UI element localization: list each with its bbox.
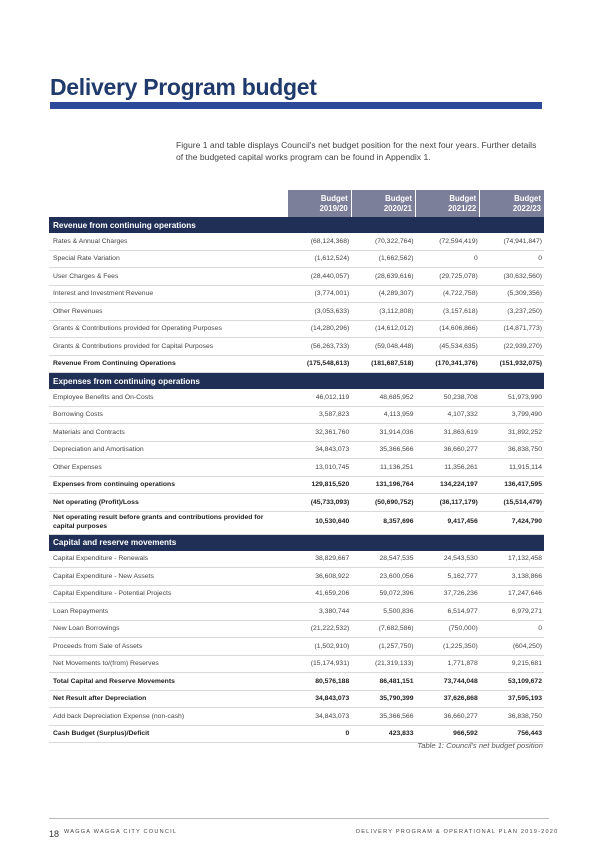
table-row xyxy=(49,285,544,303)
row-value-cell: 6,979,271 xyxy=(480,603,544,621)
row-value-cell: (14,871,773) xyxy=(480,320,544,338)
row-label: Net Movements to/(from) Reserves xyxy=(49,655,287,673)
row-value-cell: (14,280,296) xyxy=(287,320,351,338)
table-row xyxy=(49,655,544,673)
row-value-cell: (1,502,910) xyxy=(287,638,351,656)
row-value-cell: 136,417,595 xyxy=(480,476,544,494)
row-value-cell: 32,361,760 xyxy=(287,424,351,442)
footer-organisation: WAGGA WAGGA CITY COUNCIL xyxy=(64,829,178,835)
table-row xyxy=(49,406,544,424)
row-value-cell: (14,612,012) xyxy=(351,320,415,338)
row-label: Capital Expenditure - New Assets xyxy=(49,568,287,586)
row-value-cell: 9,215,681 xyxy=(480,655,544,673)
row-value-cell: 3,138,866 xyxy=(480,568,544,586)
table-row xyxy=(49,441,544,459)
row-value-cell: (170,341,376) xyxy=(416,355,480,373)
row-value-cell: (3,053,633) xyxy=(287,303,351,321)
table-row xyxy=(49,233,544,250)
row-value-cell: 5,162,777 xyxy=(416,568,480,586)
row-value-cell: 36,608,922 xyxy=(287,568,351,586)
row-label: Other Revenues xyxy=(49,303,287,321)
row-value-cell: 34,843,073 xyxy=(287,441,351,459)
row-label: Interest and Investment Revenue xyxy=(49,285,287,303)
row-value-cell: 756,443 xyxy=(480,725,544,743)
section-header-row xyxy=(49,373,544,390)
total-row xyxy=(49,690,544,708)
row-value-cell: 11,356,261 xyxy=(416,459,480,477)
section-header-row xyxy=(49,534,544,551)
row-value-cell: (3,774,001) xyxy=(287,285,351,303)
row-label: Net operating result before grants and contributions provided for capital purposes xyxy=(49,511,287,534)
row-value-cell: 3,380,744 xyxy=(287,603,351,621)
total-row xyxy=(49,476,544,494)
row-value-cell: 37,626,868 xyxy=(416,690,480,708)
row-label: New Loan Borrowings xyxy=(49,620,287,638)
table-row xyxy=(49,603,544,621)
row-value-cell: 31,863,619 xyxy=(416,424,480,442)
row-value-cell: 423,833 xyxy=(351,725,415,743)
row-value-cell: (50,690,752) xyxy=(351,494,415,512)
table-row xyxy=(49,620,544,638)
row-value-cell: 129,815,520 xyxy=(287,476,351,494)
row-label: Other Expenses xyxy=(49,459,287,477)
table-body xyxy=(49,217,544,743)
row-value-cell: (750,000) xyxy=(416,620,480,638)
total-row xyxy=(49,725,544,743)
row-label: Capital Expenditure - Potential Projects xyxy=(49,585,287,603)
row-value-cell: (1,225,350) xyxy=(416,638,480,656)
table-row xyxy=(49,568,544,586)
page-title: Delivery Program budget xyxy=(50,74,317,100)
row-value-cell: (59,048,448) xyxy=(351,338,415,356)
table-row xyxy=(49,638,544,656)
row-value-cell: 3,799,490 xyxy=(480,406,544,424)
row-value-cell: 36,838,750 xyxy=(480,441,544,459)
row-value-cell: (151,932,075) xyxy=(480,355,544,373)
row-value-cell: (1,612,524) xyxy=(287,250,351,268)
row-value-cell: 13,010,745 xyxy=(287,459,351,477)
row-value-cell: (181,687,518) xyxy=(351,355,415,373)
row-value-cell: (15,514,479) xyxy=(480,494,544,512)
row-value-cell: 11,136,251 xyxy=(351,459,415,477)
row-value-cell: 37,595,193 xyxy=(480,690,544,708)
row-label: Employee Benefits and On-Costs xyxy=(49,389,287,406)
total-row xyxy=(49,494,544,512)
row-label: Depreciation and Amortisation xyxy=(49,441,287,459)
row-value-cell: 41,659,206 xyxy=(287,585,351,603)
row-value-cell: 35,366,566 xyxy=(351,708,415,726)
section-header-row xyxy=(49,217,544,233)
footer-document-title: DELIVERY PROGRAM & OPERATIONAL PLAN 2019-2020 xyxy=(356,829,559,835)
row-value-cell: 6,514,977 xyxy=(416,603,480,621)
row-value-cell: 31,914,036 xyxy=(351,424,415,442)
page-number: 18 xyxy=(49,829,60,839)
row-value-cell: 966,592 xyxy=(416,725,480,743)
row-value-cell: (175,548,613) xyxy=(287,355,351,373)
row-value-cell: 86,481,151 xyxy=(351,673,415,691)
header-budget-2021-22: Budget 2021/22 xyxy=(416,190,480,217)
row-value-cell: (7,682,586) xyxy=(351,620,415,638)
row-value-cell: (3,157,618) xyxy=(416,303,480,321)
row-value-cell: 80,576,188 xyxy=(287,673,351,691)
row-value-cell: (14,606,866) xyxy=(416,320,480,338)
row-value-cell: (604,250) xyxy=(480,638,544,656)
row-value-cell: 59,072,396 xyxy=(351,585,415,603)
row-value-cell: 46,012,119 xyxy=(287,389,351,406)
row-value-cell: 24,543,530 xyxy=(416,551,480,568)
section-title: Capital and reserve movements xyxy=(49,534,544,551)
row-value-cell: 35,790,399 xyxy=(351,690,415,708)
row-value-cell: 9,417,456 xyxy=(416,511,480,534)
table-row xyxy=(49,250,544,268)
table-row xyxy=(49,320,544,338)
row-value-cell: 51,973,990 xyxy=(480,389,544,406)
row-value-cell: (28,639,616) xyxy=(351,268,415,286)
table-row xyxy=(49,303,544,321)
row-label: User Charges & Fees xyxy=(49,268,287,286)
table-header-row xyxy=(49,190,544,217)
row-value-cell: 48,685,952 xyxy=(351,389,415,406)
row-value-cell: 50,238,708 xyxy=(416,389,480,406)
row-value-cell: 11,915,114 xyxy=(480,459,544,477)
intro-paragraph: Figure 1 and table displays Council's net budget position for the next four years. Further details of the budgeted capital works program can be found in Appendix 1. xyxy=(176,140,537,162)
table-row xyxy=(49,268,544,286)
total-row xyxy=(49,673,544,691)
row-label: Materials and Contracts xyxy=(49,424,287,442)
row-value-cell: 17,247,646 xyxy=(480,585,544,603)
row-value-cell: (3,237,250) xyxy=(480,303,544,321)
row-value-cell: 34,843,073 xyxy=(287,690,351,708)
row-value-cell: 3,587,823 xyxy=(287,406,351,424)
header-budget-2022-23: Budget 2022/23 xyxy=(480,190,544,217)
row-value-cell: 73,744,048 xyxy=(416,673,480,691)
row-label: Rates & Annual Charges xyxy=(49,233,287,250)
row-value-cell: 134,224,197 xyxy=(416,476,480,494)
row-value-cell: 5,500,836 xyxy=(351,603,415,621)
row-label: Revenue From Continuing Operations xyxy=(49,355,287,373)
row-value-cell: (74,941,847) xyxy=(480,233,544,250)
table-row xyxy=(49,459,544,477)
title-underline-bar xyxy=(50,102,542,109)
row-label: Grants & Contributions provided for Capital Purposes xyxy=(49,338,287,356)
row-label: Cash Budget (Surplus)/Deficit xyxy=(49,725,287,743)
row-value-cell: 0 xyxy=(480,250,544,268)
row-label: Proceeds from Sale of Assets xyxy=(49,638,287,656)
row-value-cell: 0 xyxy=(480,620,544,638)
row-label: Total Capital and Reserve Movements xyxy=(49,673,287,691)
total-row xyxy=(49,355,544,373)
table-row xyxy=(49,338,544,356)
row-value-cell: 31,892,252 xyxy=(480,424,544,442)
row-value-cell: (22,939,270) xyxy=(480,338,544,356)
row-value-cell: 35,366,566 xyxy=(351,441,415,459)
row-label: Borrowing Costs xyxy=(49,406,287,424)
row-value-cell: (70,322,764) xyxy=(351,233,415,250)
row-value-cell: 10,530,640 xyxy=(287,511,351,534)
row-value-cell: 28,547,535 xyxy=(351,551,415,568)
row-value-cell: 36,838,750 xyxy=(480,708,544,726)
row-value-cell: (21,222,532) xyxy=(287,620,351,638)
table-row xyxy=(49,389,544,406)
row-value-cell: (29,725,078) xyxy=(416,268,480,286)
row-label: Net Result after Depreciation xyxy=(49,690,287,708)
table-row xyxy=(49,424,544,442)
row-value-cell: 4,113,959 xyxy=(351,406,415,424)
row-value-cell: 36,660,277 xyxy=(416,708,480,726)
row-value-cell: 53,109,672 xyxy=(480,673,544,691)
header-budget-2020-21: Budget 2020/21 xyxy=(351,190,415,217)
row-value-cell: 131,196,764 xyxy=(351,476,415,494)
row-value-cell: (45,733,093) xyxy=(287,494,351,512)
row-value-cell: 8,357,696 xyxy=(351,511,415,534)
row-value-cell: (15,174,931) xyxy=(287,655,351,673)
row-value-cell: 23,600,056 xyxy=(351,568,415,586)
row-value-cell: (68,124,368) xyxy=(287,233,351,250)
section-title: Expenses from continuing operations xyxy=(49,373,544,390)
row-label: Add back Depreciation Expense (non-cash) xyxy=(49,708,287,726)
table-row xyxy=(49,551,544,568)
row-value-cell: (21,319,133) xyxy=(351,655,415,673)
row-value-cell: (36,117,179) xyxy=(416,494,480,512)
budget-table xyxy=(49,190,544,743)
table-row xyxy=(49,585,544,603)
header-blank-cell xyxy=(49,190,287,217)
row-value-cell: 17,132,458 xyxy=(480,551,544,568)
footer-divider xyxy=(49,818,549,819)
row-label: Net operating (Profit)/Loss xyxy=(49,494,287,512)
row-value-cell: (56,263,733) xyxy=(287,338,351,356)
row-value-cell: (30,632,560) xyxy=(480,268,544,286)
row-value-cell: (1,257,750) xyxy=(351,638,415,656)
row-label: Capital Expenditure - Renewals xyxy=(49,551,287,568)
row-value-cell: (72,594,419) xyxy=(416,233,480,250)
row-label: Loan Repayments xyxy=(49,603,287,621)
table-row xyxy=(49,708,544,726)
row-value-cell: (3,112,808) xyxy=(351,303,415,321)
row-label: Grants & Contributions provided for Operating Purposes xyxy=(49,320,287,338)
row-value-cell: 1,771,878 xyxy=(416,655,480,673)
row-value-cell: (28,440,057) xyxy=(287,268,351,286)
row-value-cell: (4,289,307) xyxy=(351,285,415,303)
row-value-cell: 0 xyxy=(287,725,351,743)
row-value-cell: 0 xyxy=(416,250,480,268)
row-label: Special Rate Variation xyxy=(49,250,287,268)
row-value-cell: (45,534,635) xyxy=(416,338,480,356)
row-value-cell: 34,843,073 xyxy=(287,708,351,726)
section-title: Revenue from continuing operations xyxy=(49,217,544,233)
row-value-cell: 36,660,277 xyxy=(416,441,480,459)
row-value-cell: (4,722,758) xyxy=(416,285,480,303)
header-budget-2019-20: Budget 2019/20 xyxy=(287,190,351,217)
row-value-cell: 38,829,667 xyxy=(287,551,351,568)
row-value-cell: (1,662,562) xyxy=(351,250,415,268)
row-label: Expenses from continuing operations xyxy=(49,476,287,494)
row-value-cell: 37,726,236 xyxy=(416,585,480,603)
table-caption: Table 1: Council's net budget position xyxy=(417,741,543,750)
row-value-cell: 7,424,790 xyxy=(480,511,544,534)
row-value-cell: 4,107,332 xyxy=(416,406,480,424)
row-value-cell: (5,309,356) xyxy=(480,285,544,303)
total-row xyxy=(49,511,544,534)
